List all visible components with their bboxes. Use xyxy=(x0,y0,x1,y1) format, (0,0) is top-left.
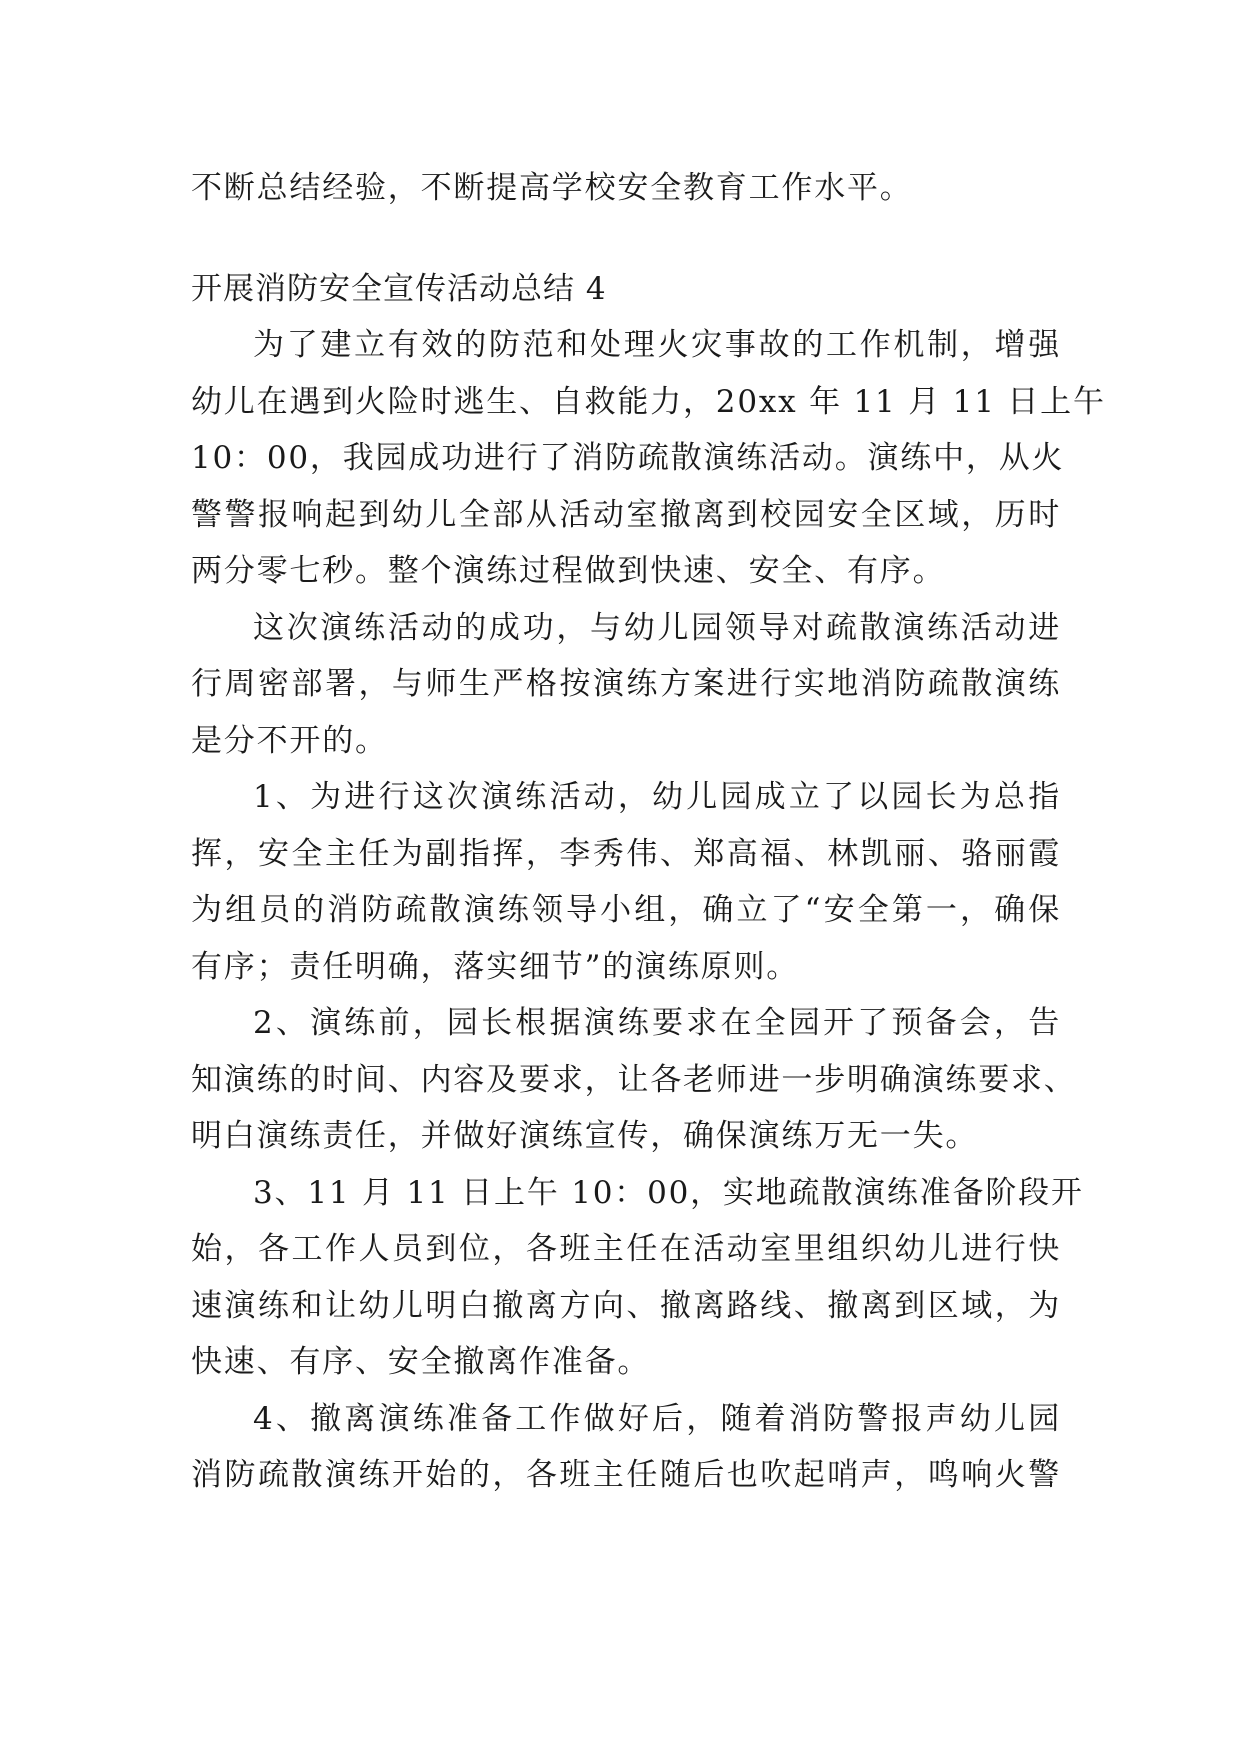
paragraph-line: 为了建立有效的防范和处理火灾事故的工作机制，增强 xyxy=(253,327,1061,363)
paragraph-5 xyxy=(191,1165,1084,1391)
paragraph-line: 速演练和让幼儿明白撤离方向、撤离路线、撤离到区域，为 xyxy=(191,1287,1061,1324)
section-heading: 开展消防安全宣传活动总结 4 xyxy=(191,270,607,307)
paragraph-line: 有序；责任明确，落实细节”的演练原则。 xyxy=(191,948,800,985)
paragraph-1 xyxy=(191,317,1106,600)
paragraph-4 xyxy=(191,995,1077,1165)
paragraph-line: 警警报响起到幼儿全部从活动室撤离到校园安全区域，历时 xyxy=(191,496,1061,533)
paragraph-line: 4、撤离演练准备工作做好后，随着消防警报声幼儿园 xyxy=(253,1400,1061,1437)
paragraph-6 xyxy=(191,1391,1061,1504)
paragraph-line: 幼儿在遇到火险时逃生、自救能力，20xx 年 11 月 11 日上午 xyxy=(191,383,1106,420)
paragraph-line: 明白演练责任，并做好演练宣传，确保演练万无一失。 xyxy=(191,1118,979,1154)
paragraph-3 xyxy=(191,769,1061,995)
paragraph-line: 始，各工作人员到位，各班主任在活动室里组织幼儿进行快 xyxy=(191,1231,1061,1267)
paragraph-line: 10：00，我园成功进行了消防疏散演练活动。演练中，从火 xyxy=(191,440,1065,476)
paragraph-line: 挥，安全主任为副指挥，李秀伟、郑高福、林凯丽、骆丽霞 xyxy=(191,835,1061,872)
paragraph-gap xyxy=(191,217,1061,261)
paragraph-line: 1、为进行这次演练活动，幼儿园成立了以园长为总指 xyxy=(253,779,1061,815)
paragraph-line: 两分零七秒。整个演练过程做到快速、安全、有序。 xyxy=(191,553,946,589)
paragraph-2 xyxy=(191,600,1061,770)
paragraph-line: 快速、有序、安全撤离作准备。 xyxy=(191,1344,651,1380)
paragraph-line: 这次演练活动的成功，与幼儿园领导对疏散演练活动进 xyxy=(253,609,1061,646)
paragraph-line: 消防疏散演练开始的，各班主任随后也吹起哨声，鸣响火警 xyxy=(191,1457,1061,1493)
paragraph-line: 行周密部署，与师生严格按演练方案进行实地消防疏散演练 xyxy=(191,666,1061,702)
paragraph-line: 2、演练前，园长根据演练要求在全园开了预备会，告 xyxy=(253,1005,1061,1041)
intro-line: 不断总结经验，不断提高学校安全教育工作水平。 xyxy=(191,170,913,206)
paragraph-line: 知演练的时间、内容及要求，让各老师进一步明确演练要求、 xyxy=(191,1061,1077,1098)
paragraph-line: 是分不开的。 xyxy=(191,722,388,759)
paragraph-line: 为组员的消防疏散演练领导小组，确立了“安全第一，确保 xyxy=(191,892,1061,928)
paragraph-line: 3、11 月 11 日上午 10：00，实地疏散演练准备阶段开 xyxy=(253,1174,1084,1211)
document-body xyxy=(191,160,1106,1504)
